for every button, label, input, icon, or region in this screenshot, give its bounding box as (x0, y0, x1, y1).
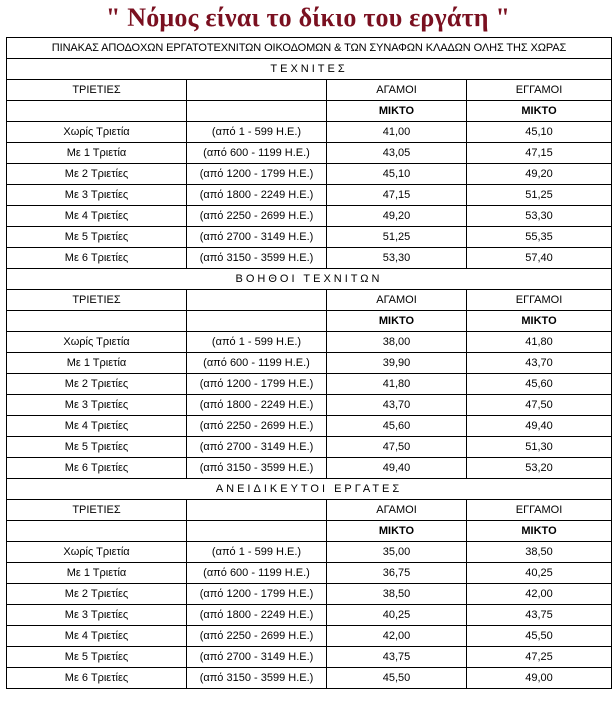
value-agamoi: 41,80 (327, 374, 467, 395)
value-agamoi: 41,00 (327, 122, 467, 143)
row-range: (από 3150 - 3599 Η.Ε.) (187, 668, 327, 689)
row-range: (από 1800 - 2249 Η.Ε.) (187, 185, 327, 206)
row-label: Με 4 Τριετίες (7, 206, 187, 227)
value-agamoi: 43,05 (327, 143, 467, 164)
value-eggamoi: 53,30 (467, 206, 612, 227)
row-label: Με 3 Τριετίες (7, 185, 187, 206)
wage-table (6, 37, 612, 689)
table-row (7, 248, 612, 269)
column-header-row (7, 290, 612, 311)
row-label: Με 3 Τριετίες (7, 395, 187, 416)
column-header-row (7, 80, 612, 101)
row-range: (από 1200 - 1799 Η.Ε.) (187, 164, 327, 185)
row-label: Με 4 Τριετίες (7, 626, 187, 647)
row-range: (από 1 - 599 Η.Ε.) (187, 542, 327, 563)
value-eggamoi: 49,00 (467, 668, 612, 689)
subheader-blank (187, 521, 327, 542)
table-row (7, 143, 612, 164)
row-label: Χωρίς Τριετία (7, 122, 187, 143)
subheader-mikto-eggamoi: ΜΙΚΤΟ (467, 311, 612, 332)
row-range: (από 1800 - 2249 Η.Ε.) (187, 605, 327, 626)
value-agamoi: 45,60 (327, 416, 467, 437)
table-row (7, 563, 612, 584)
row-range: (από 600 - 1199 Η.Ε.) (187, 143, 327, 164)
header-range-blank (187, 290, 327, 311)
section-title-row (7, 269, 612, 290)
value-eggamoi: 49,40 (467, 416, 612, 437)
table-row (7, 668, 612, 689)
row-range: (από 2250 - 2699 Η.Ε.) (187, 626, 327, 647)
column-subheader-row (7, 311, 612, 332)
value-agamoi: 40,25 (327, 605, 467, 626)
table-row (7, 164, 612, 185)
row-label: Με 4 Τριετίες (7, 416, 187, 437)
value-agamoi: 43,75 (327, 647, 467, 668)
value-eggamoi: 51,30 (467, 437, 612, 458)
row-label: Με 1 Τριετία (7, 353, 187, 374)
value-eggamoi: 47,25 (467, 647, 612, 668)
value-eggamoi: 45,50 (467, 626, 612, 647)
value-agamoi: 49,20 (327, 206, 467, 227)
row-label: Με 5 Τριετίες (7, 227, 187, 248)
value-agamoi: 51,25 (327, 227, 467, 248)
subheader-mikto-agamoi: ΜΙΚΤΟ (327, 101, 467, 122)
banner-title: " Νόμος είναι το δίκιο του εργάτη " (105, 3, 511, 32)
header-trieties: ΤΡΙΕΤΙΕΣ (7, 80, 187, 101)
header-range-blank (187, 500, 327, 521)
table-row (7, 416, 612, 437)
row-range: (από 3150 - 3599 Η.Ε.) (187, 248, 327, 269)
header-eggamoi: ΕΓΓΑΜΟΙ (467, 290, 612, 311)
row-range: (από 1 - 599 Η.Ε.) (187, 122, 327, 143)
table-row (7, 374, 612, 395)
table-row (7, 647, 612, 668)
row-label: Χωρίς Τριετία (7, 542, 187, 563)
banner (0, 0, 616, 36)
row-range: (από 2700 - 3149 Η.Ε.) (187, 647, 327, 668)
row-label: Με 1 Τριετία (7, 143, 187, 164)
value-eggamoi: 47,50 (467, 395, 612, 416)
table-row (7, 353, 612, 374)
value-eggamoi: 57,40 (467, 248, 612, 269)
value-eggamoi: 40,25 (467, 563, 612, 584)
column-subheader-row (7, 521, 612, 542)
table-title-row (7, 38, 612, 59)
subheader-blank (187, 101, 327, 122)
header-range-blank (187, 80, 327, 101)
subheader-mikto-eggamoi: ΜΙΚΤΟ (467, 101, 612, 122)
value-eggamoi: 53,20 (467, 458, 612, 479)
value-agamoi: 35,00 (327, 542, 467, 563)
row-label: Με 6 Τριετίες (7, 248, 187, 269)
row-range: (από 2700 - 3149 Η.Ε.) (187, 437, 327, 458)
value-eggamoi: 49,20 (467, 164, 612, 185)
row-range: (από 2250 - 2699 Η.Ε.) (187, 416, 327, 437)
subheader-blank (7, 311, 187, 332)
value-agamoi: 47,50 (327, 437, 467, 458)
row-range: (από 600 - 1199 Η.Ε.) (187, 353, 327, 374)
subheader-blank (7, 101, 187, 122)
subheader-mikto-eggamoi: ΜΙΚΤΟ (467, 521, 612, 542)
table-row (7, 395, 612, 416)
header-trieties: ΤΡΙΕΤΙΕΣ (7, 500, 187, 521)
value-agamoi: 49,40 (327, 458, 467, 479)
value-agamoi: 38,50 (327, 584, 467, 605)
value-eggamoi: 51,25 (467, 185, 612, 206)
row-range: (από 1200 - 1799 Η.Ε.) (187, 374, 327, 395)
table-row (7, 626, 612, 647)
subheader-mikto-agamoi: ΜΙΚΤΟ (327, 311, 467, 332)
section-title: ΒΟΗΘΟΙ ΤΕΧΝΙΤΩΝ (7, 269, 612, 290)
row-label: Με 3 Τριετίες (7, 605, 187, 626)
row-label: Με 2 Τριετίες (7, 584, 187, 605)
row-label: Με 5 Τριετίες (7, 647, 187, 668)
subheader-blank (7, 521, 187, 542)
table-row (7, 206, 612, 227)
value-agamoi: 47,15 (327, 185, 467, 206)
value-agamoi: 36,75 (327, 563, 467, 584)
value-agamoi: 38,00 (327, 332, 467, 353)
value-eggamoi: 41,80 (467, 332, 612, 353)
value-eggamoi: 43,70 (467, 353, 612, 374)
value-agamoi: 39,90 (327, 353, 467, 374)
header-eggamoi: ΕΓΓΑΜΟΙ (467, 80, 612, 101)
row-range: (από 600 - 1199 Η.Ε.) (187, 563, 327, 584)
table-row (7, 584, 612, 605)
table-row (7, 122, 612, 143)
row-label: Με 5 Τριετίες (7, 437, 187, 458)
row-range: (από 1 - 599 Η.Ε.) (187, 332, 327, 353)
value-eggamoi: 47,15 (467, 143, 612, 164)
section-title: ΤΕΧΝΙΤΕΣ (7, 59, 612, 80)
row-label: Με 6 Τριετίες (7, 668, 187, 689)
value-eggamoi: 45,10 (467, 122, 612, 143)
value-eggamoi: 45,60 (467, 374, 612, 395)
value-eggamoi: 42,00 (467, 584, 612, 605)
header-agamoi: ΑΓΑΜΟΙ (327, 80, 467, 101)
section-title-row (7, 59, 612, 80)
value-agamoi: 45,50 (327, 668, 467, 689)
row-label: Με 6 Τριετίες (7, 458, 187, 479)
value-eggamoi: 55,35 (467, 227, 612, 248)
row-range: (από 2700 - 3149 Η.Ε.) (187, 227, 327, 248)
row-label: Με 1 Τριετία (7, 563, 187, 584)
table-row (7, 458, 612, 479)
table-title: ΠΙΝΑΚΑΣ ΑΠΟΔΟΧΩΝ ΕΡΓΑΤΟΤΕΧΝΙΤΩΝ ΟΙΚΟΔΟΜΩΝ & ΤΩΝ ΣΥΝΑΦΩΝ ΚΛΑΔΩΝ ΟΛΗΣ ΤΗΣ ΧΩΡΑΣ (7, 38, 612, 59)
table-row (7, 185, 612, 206)
value-eggamoi: 38,50 (467, 542, 612, 563)
subheader-mikto-agamoi: ΜΙΚΤΟ (327, 521, 467, 542)
table-row (7, 227, 612, 248)
row-range: (από 2250 - 2699 Η.Ε.) (187, 206, 327, 227)
row-range: (από 3150 - 3599 Η.Ε.) (187, 458, 327, 479)
value-agamoi: 43,70 (327, 395, 467, 416)
header-agamoi: ΑΓΑΜΟΙ (327, 290, 467, 311)
value-eggamoi: 43,75 (467, 605, 612, 626)
section-title-row (7, 479, 612, 500)
row-label: Με 2 Τριετίες (7, 164, 187, 185)
header-trieties: ΤΡΙΕΤΙΕΣ (7, 290, 187, 311)
column-subheader-row (7, 101, 612, 122)
wage-table-body (7, 38, 612, 689)
row-label: Με 2 Τριετίες (7, 374, 187, 395)
section-title: ΑΝΕΙΔΙΚΕΥΤΟΙ ΕΡΓΑΤΕΣ (7, 479, 612, 500)
table-row (7, 605, 612, 626)
column-header-row (7, 500, 612, 521)
subheader-blank (187, 311, 327, 332)
row-range: (από 1800 - 2249 Η.Ε.) (187, 395, 327, 416)
row-label: Χωρίς Τριετία (7, 332, 187, 353)
row-range: (από 1200 - 1799 Η.Ε.) (187, 584, 327, 605)
value-agamoi: 42,00 (327, 626, 467, 647)
header-agamoi: ΑΓΑΜΟΙ (327, 500, 467, 521)
table-row (7, 332, 612, 353)
table-row (7, 542, 612, 563)
value-agamoi: 53,30 (327, 248, 467, 269)
value-agamoi: 45,10 (327, 164, 467, 185)
table-row (7, 437, 612, 458)
header-eggamoi: ΕΓΓΑΜΟΙ (467, 500, 612, 521)
